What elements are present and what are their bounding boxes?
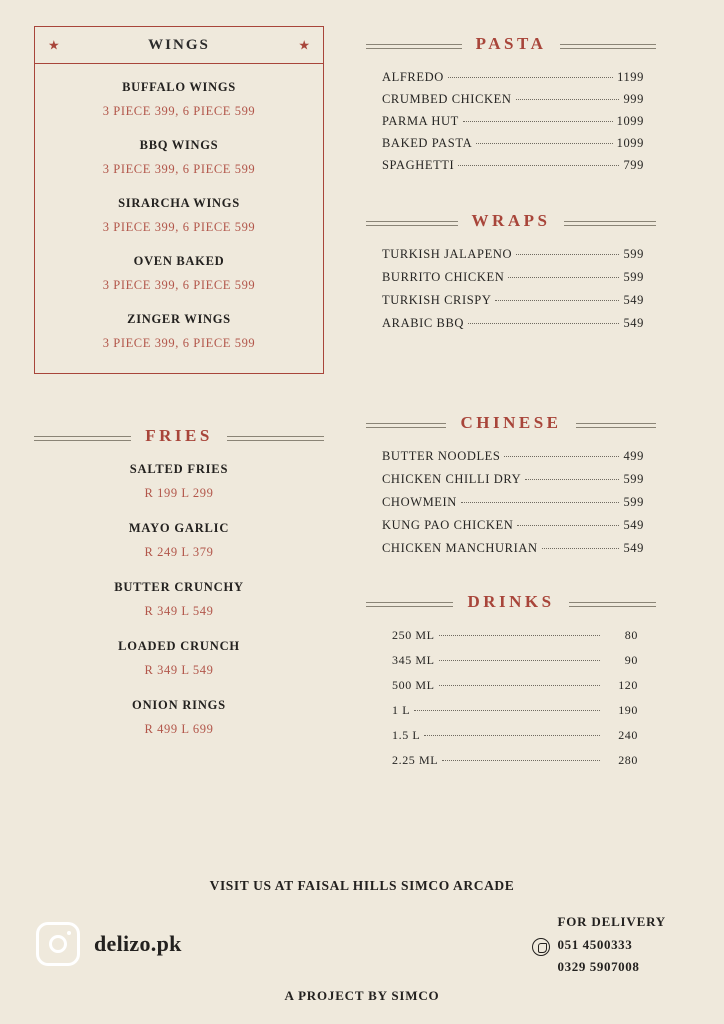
dot-leader	[542, 548, 620, 549]
list-item	[34, 521, 324, 560]
wraps-section	[366, 211, 656, 331]
item-price: 80	[624, 628, 638, 642]
dot-leader	[516, 99, 620, 100]
dot-leader	[439, 660, 600, 661]
table-row	[382, 293, 644, 308]
drinks-header	[366, 592, 656, 612]
dot-leader	[448, 77, 613, 78]
table-row	[382, 472, 644, 487]
item-price: 999	[623, 92, 644, 106]
item-name: CHICKEN MANCHURIAN	[382, 541, 538, 555]
item-price: 549	[623, 518, 644, 532]
fries-items	[34, 462, 324, 737]
item-name: SALTED FRIES	[129, 462, 229, 476]
table-row	[382, 114, 644, 129]
divider-left	[366, 423, 446, 424]
dot-leader	[463, 121, 613, 122]
divider-right	[569, 602, 656, 603]
phone-list	[558, 937, 640, 981]
item-price: 499	[623, 449, 644, 463]
table-row	[382, 92, 644, 107]
table-row	[382, 316, 644, 331]
divider-left	[366, 221, 458, 222]
item-price: 549	[623, 316, 644, 330]
dot-leader	[468, 323, 619, 324]
item-price: 599	[623, 472, 644, 486]
table-row	[382, 449, 644, 464]
wings-title: WINGS	[148, 37, 210, 53]
divider-right	[564, 221, 656, 222]
dot-leader	[516, 254, 619, 255]
item-name: SIRARCHA WINGS	[118, 196, 240, 210]
item-price: 599	[623, 495, 644, 509]
wings-section	[34, 26, 324, 374]
wraps-header	[366, 211, 656, 231]
pasta-header	[366, 34, 656, 54]
fries-title: FRIES	[145, 426, 213, 445]
list-item	[35, 138, 323, 177]
item-name: LOADED CRUNCH	[118, 639, 240, 653]
pasta-section	[366, 34, 656, 173]
star-icon-left: ★	[48, 37, 60, 53]
dot-leader	[461, 502, 620, 503]
item-name: KUNG PAO CHICKEN	[382, 518, 514, 532]
item-price: 3 PIECE 399, 6 PIECE 599	[102, 278, 256, 292]
wings-header	[35, 27, 323, 64]
delivery-contacts	[532, 937, 666, 981]
item-price: 3 PIECE 399, 6 PIECE 599	[102, 104, 256, 118]
item-price: 1099	[616, 114, 644, 128]
item-name: CHOWMEIN	[382, 495, 457, 509]
chinese-header	[366, 413, 656, 433]
dot-leader	[442, 760, 600, 761]
table-row	[392, 728, 638, 743]
item-name: BUTTER NOODLES	[382, 449, 501, 463]
table-row	[392, 628, 638, 643]
item-name: TURKISH CRISPY	[382, 293, 492, 307]
fries-header	[34, 426, 324, 446]
item-name: BBQ WINGS	[139, 138, 219, 152]
fries-section	[34, 426, 324, 737]
drinks-section	[366, 592, 656, 768]
dot-leader	[504, 456, 619, 457]
dot-leader	[414, 710, 600, 711]
item-name: BAKED PASTA	[382, 136, 473, 150]
list-item	[35, 312, 323, 351]
pasta-items	[366, 68, 656, 173]
item-name: 1 L	[392, 703, 411, 717]
item-price: 549	[623, 541, 644, 555]
menu-columns	[34, 12, 690, 778]
item-name: CRUMBED CHICKEN	[382, 92, 512, 106]
item-price: 3 PIECE 399, 6 PIECE 599	[102, 336, 256, 350]
chinese-items	[366, 447, 656, 556]
item-price: 120	[618, 678, 638, 692]
item-name: ARABIC BBQ	[382, 316, 465, 330]
divider-left	[366, 44, 462, 45]
item-name: 500 ML	[392, 678, 435, 692]
wraps-title: WRAPS	[471, 211, 551, 230]
chinese-title: CHINESE	[460, 413, 562, 432]
phone-number-2: 0329 5907008	[557, 959, 640, 974]
divider-right	[227, 436, 324, 437]
item-price: 599	[623, 247, 644, 261]
item-price: 3 PIECE 399, 6 PIECE 599	[102, 220, 256, 234]
item-price: 280	[618, 753, 638, 767]
list-item	[35, 254, 323, 293]
instagram-lens	[49, 935, 67, 953]
item-name: ZINGER WINGS	[127, 312, 231, 326]
drinks-items	[366, 626, 656, 768]
pasta-title: PASTA	[475, 34, 547, 53]
delivery-title: FOR DELIVERY	[557, 914, 666, 929]
divider-left	[366, 602, 453, 603]
table-row	[382, 541, 644, 556]
brand-block	[36, 922, 182, 966]
item-name: BUTTER CRUNCHY	[114, 580, 244, 594]
item-price: 1099	[616, 136, 644, 150]
divider-right	[576, 423, 656, 424]
list-item	[34, 639, 324, 678]
list-item	[34, 580, 324, 619]
left-column	[34, 12, 324, 778]
item-price: 3 PIECE 399, 6 PIECE 599	[102, 162, 256, 176]
item-price: R 499 L 699	[144, 722, 214, 736]
instagram-dot	[67, 931, 71, 935]
item-name: ONION RINGS	[132, 698, 226, 712]
dot-leader	[517, 525, 619, 526]
brand-handle: delizo.pk	[94, 931, 182, 956]
item-name: SPAGHETTI	[382, 158, 455, 172]
item-name: MAYO GARLIC	[128, 521, 230, 535]
dot-leader	[495, 300, 619, 301]
right-column	[366, 12, 656, 778]
dot-leader	[476, 143, 612, 144]
item-name: BUFFALO WINGS	[122, 80, 236, 94]
item-price: 599	[623, 270, 644, 284]
item-price: 240	[618, 728, 638, 742]
dot-leader	[525, 479, 619, 480]
item-price: R 249 L 379	[144, 545, 214, 559]
table-row	[382, 247, 644, 262]
item-name: OVEN BAKED	[133, 254, 225, 268]
table-row	[392, 753, 638, 768]
list-item	[35, 80, 323, 119]
chinese-section	[366, 413, 656, 556]
instagram-icon	[36, 922, 80, 966]
item-name: ALFREDO	[382, 70, 444, 84]
item-price: R 349 L 549	[144, 604, 214, 618]
item-name: PARMA HUT	[382, 114, 459, 128]
list-item	[34, 698, 324, 737]
item-price: 549	[623, 293, 644, 307]
item-name: 2.25 ML	[392, 753, 439, 767]
wraps-items	[366, 245, 656, 331]
item-price: R 199 L 299	[144, 486, 214, 500]
item-name: BURRITO CHICKEN	[382, 270, 505, 284]
dot-leader	[439, 635, 600, 636]
list-item	[35, 196, 323, 235]
table-row	[382, 518, 644, 533]
delivery-block	[532, 914, 666, 981]
item-name: 250 ML	[392, 628, 435, 642]
whatsapp-icon	[532, 938, 550, 956]
item-price: R 349 L 549	[144, 663, 214, 677]
visit-us-text: VISIT US AT FAISAL HILLS SIMCO ARCADE	[209, 878, 515, 893]
dot-leader	[439, 685, 600, 686]
divider-right	[560, 44, 656, 45]
item-price: 90	[624, 653, 638, 667]
drinks-title: DRINKS	[467, 592, 555, 611]
item-name: 1.5 L	[392, 728, 421, 742]
item-name: 345 ML	[392, 653, 435, 667]
phone-number-1: 051 4500333	[557, 937, 633, 952]
item-name: CHICKEN CHILLI DRY	[382, 472, 522, 486]
table-row	[392, 703, 638, 718]
project-credit: A PROJECT BY SIMCO	[284, 988, 440, 1003]
wings-items	[35, 64, 323, 373]
item-price: 190	[618, 703, 638, 717]
divider-left	[34, 436, 131, 437]
star-icon-right: ★	[298, 37, 310, 53]
table-row	[382, 270, 644, 285]
table-row	[392, 653, 638, 668]
table-row	[382, 136, 644, 151]
table-row	[392, 678, 638, 693]
dot-leader	[458, 165, 619, 166]
table-row	[382, 495, 644, 510]
item-price: 1199	[617, 70, 644, 84]
item-name: TURKISH JALAPENO	[382, 247, 513, 261]
dot-leader	[508, 277, 619, 278]
item-price: 799	[623, 158, 644, 172]
table-row	[382, 70, 644, 85]
list-item	[34, 462, 324, 501]
dot-leader	[424, 735, 600, 736]
table-row	[382, 158, 644, 173]
